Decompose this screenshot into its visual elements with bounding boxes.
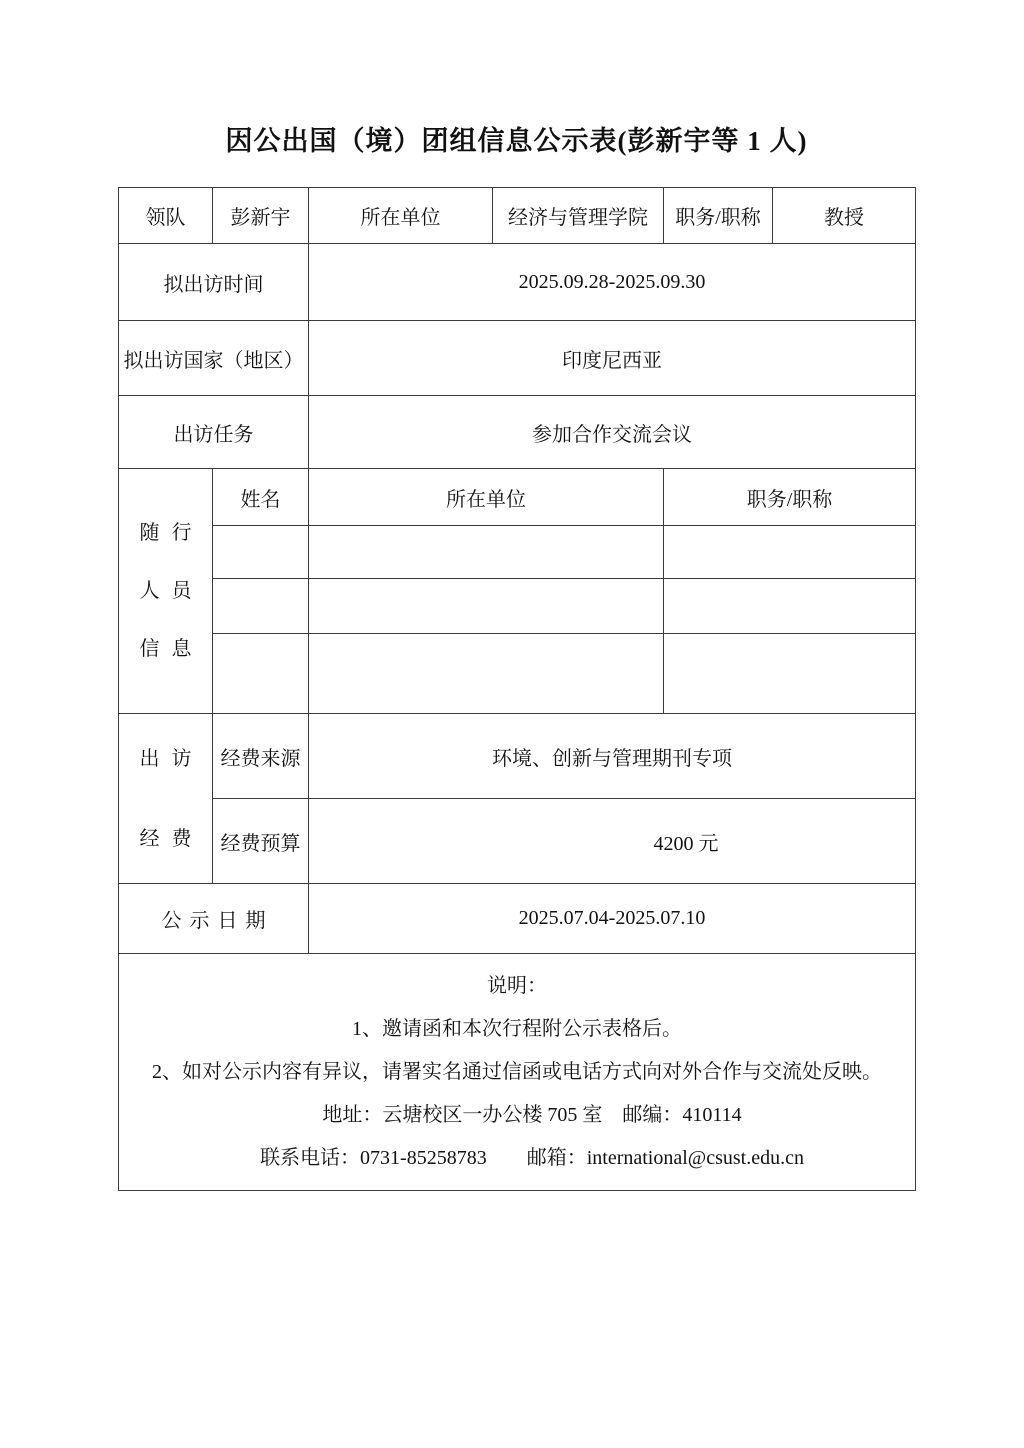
visit-time-value: 2025.09.28-2025.09.30 [309, 244, 916, 321]
companions-col-name-header: 姓名 [213, 469, 309, 526]
companions-group-label-line3: 信息 [139, 638, 204, 660]
funding-budget-amount: 4200 元 [653, 832, 719, 855]
companion-1-post-cell [664, 526, 916, 579]
notes-row [119, 954, 916, 1191]
visit-time-row [119, 244, 916, 321]
leader-label: 领队 [119, 188, 213, 244]
companion-3-post-cell [664, 634, 916, 714]
publicity-date-label-text: 公示日期 [161, 910, 274, 932]
funding-source-row [119, 714, 916, 799]
companions-col-unit-header: 所在单位 [309, 469, 664, 526]
companion-row-2 [119, 579, 916, 634]
companion-2-unit-cell [309, 579, 664, 634]
funding-budget-row [119, 799, 916, 884]
notes-heading: 说明： [487, 974, 547, 997]
companion-2-post-cell [664, 579, 916, 634]
funding-source-value: 环境、创新与管理期刊专项 [309, 714, 916, 799]
funding-budget-value [309, 799, 916, 884]
funding-group-label [119, 714, 213, 884]
notes-item-2: 2、如对公示内容有异议，请署实名通过信函或电话方式向对外合作与交流处反映。 [152, 1060, 882, 1083]
companion-3-name-cell [213, 634, 309, 714]
publicity-date-value: 2025.07.04-2025.07.10 [309, 884, 916, 954]
trip-info-table [118, 187, 916, 1191]
publicity-date-row [119, 884, 916, 954]
funding-group-label-line2: 经费 [139, 827, 204, 850]
notes-address: 地址：云塘校区一办公楼 705 室 邮编：410114 [322, 1103, 742, 1126]
leader-post-value: 教授 [773, 188, 916, 244]
notes-contact: 联系电话：0731-85258783 邮箱：international@csust.edu.cn [260, 1146, 804, 1169]
companion-3-unit-cell [309, 634, 664, 714]
companion-1-name-cell [213, 526, 309, 579]
page-title: 因公出国（境）团组信息公示表(彭新宇等 1 人) [225, 126, 808, 156]
companions-group-label [119, 469, 213, 714]
companions-group-label-line2: 人员 [139, 580, 204, 602]
notes-cell [119, 954, 916, 1191]
mission-label: 出访任务 [119, 396, 309, 469]
leader-post-label: 职务/职称 [664, 188, 773, 244]
companions-group-label-line1: 随行 [139, 522, 204, 544]
companions-col-post-header: 职务/职称 [664, 469, 916, 526]
companion-1-unit-cell [309, 526, 664, 579]
leader-unit-label: 所在单位 [309, 188, 493, 244]
leader-name: 彭新宇 [213, 188, 309, 244]
destination-row [119, 321, 916, 396]
publicity-date-label [119, 884, 309, 954]
leader-row [119, 188, 916, 244]
companion-row-1 [119, 526, 916, 579]
funding-source-label: 经费来源 [213, 714, 309, 799]
funding-group-label-line1: 出访 [139, 747, 204, 770]
companions-header-row [119, 469, 916, 526]
destination-label: 拟出访国家（地区） [119, 321, 309, 396]
companion-2-name-cell [213, 579, 309, 634]
destination-value: 印度尼西亚 [309, 321, 916, 396]
mission-row [119, 396, 916, 469]
visit-time-label: 拟出访时间 [119, 244, 309, 321]
notes-item-1: 1、邀请函和本次行程附公示表格后。 [352, 1017, 682, 1040]
leader-unit-value: 经济与管理学院 [493, 188, 664, 244]
funding-budget-label: 经费预算 [213, 799, 309, 884]
companion-row-3 [119, 634, 916, 714]
mission-value: 参加合作交流会议 [309, 396, 916, 469]
